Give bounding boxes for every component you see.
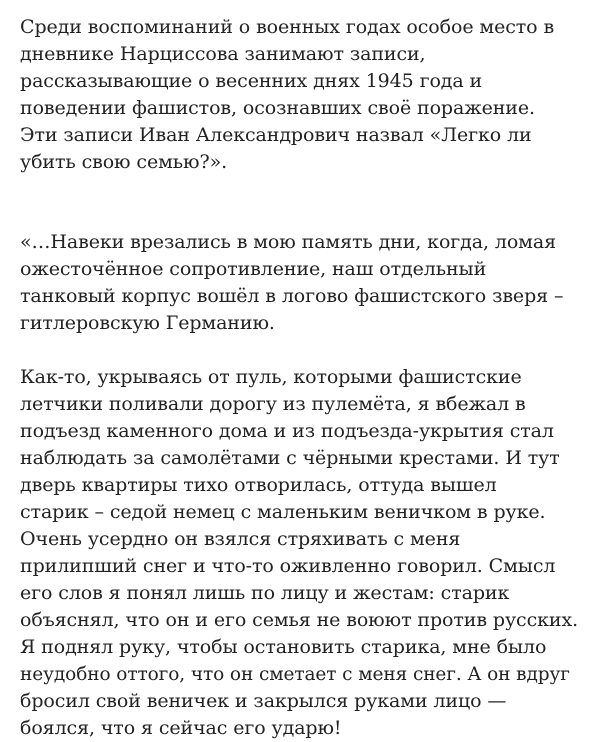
text-line: убить свою семью?». — [20, 151, 228, 173]
text-line: боялся, что я сейчас его ударю! — [20, 717, 342, 739]
text-line: «…Навеки врезались в мою память дни, когда, ломая — [20, 231, 556, 253]
text-line: Очень усердно он взялся стряхивать с меня — [20, 528, 461, 550]
text-line: подъезд каменного дома и из подъезда-укрытия стал — [20, 420, 554, 442]
intro-paragraph — [20, 14, 580, 176]
text-line: поведении фашистов, осознавших своё поражение. — [20, 97, 535, 119]
text-line: летчики поливали дорогу из пулемёта, я вбежал в — [20, 393, 526, 415]
text-line: Среди воспоминаний о военных годах особое место в — [20, 16, 555, 38]
paragraph-spacer — [20, 337, 580, 364]
text-line: неудобно оттого, что он сметает с меня снег. А он вдруг — [20, 664, 570, 685]
text-line: рассказывающие о весенних днях 1945 года и — [20, 70, 483, 92]
text-line: наблюдать за самолётами с чёрными крестами. И тут — [20, 447, 560, 469]
text-line: Я поднял руку, чтобы остановить старика, мне было — [20, 636, 547, 658]
text-line: прилипший снег и что-то оживленно говорил. Смысл — [20, 555, 556, 577]
text-line: гитлеровскую Германию. — [20, 312, 275, 334]
paragraph-spacer — [20, 176, 580, 229]
text-line: дневнике Нарциссова занимают записи, — [20, 43, 426, 65]
text-line: его слов я понял лишь по лицу и жестам: старик — [20, 582, 510, 604]
text-line: старик – седой немец с маленьким веничком в руке. — [20, 501, 546, 523]
quote-intro-paragraph — [20, 229, 580, 337]
text-line: дверь квартиры тихо отворилась, оттуда вышел — [20, 474, 497, 496]
text-line: Как-то, укрываясь от пуль, которыми фашистские — [20, 366, 522, 388]
text-line: Эти записи Иван Александрович назвал «Легко ли — [20, 124, 532, 146]
article-text — [20, 14, 580, 742]
story-paragraph — [20, 364, 580, 742]
text-line: танковый корпус вошёл в логово фашистского зверя – — [20, 285, 564, 307]
text-line: бросил свой веничек и закрылся руками лицо — — [20, 690, 507, 712]
text-line: объяснял, что он и его семья не воюют против русских. — [20, 609, 579, 631]
text-line: ожесточённое сопротивление, наш отдельный — [20, 258, 487, 280]
